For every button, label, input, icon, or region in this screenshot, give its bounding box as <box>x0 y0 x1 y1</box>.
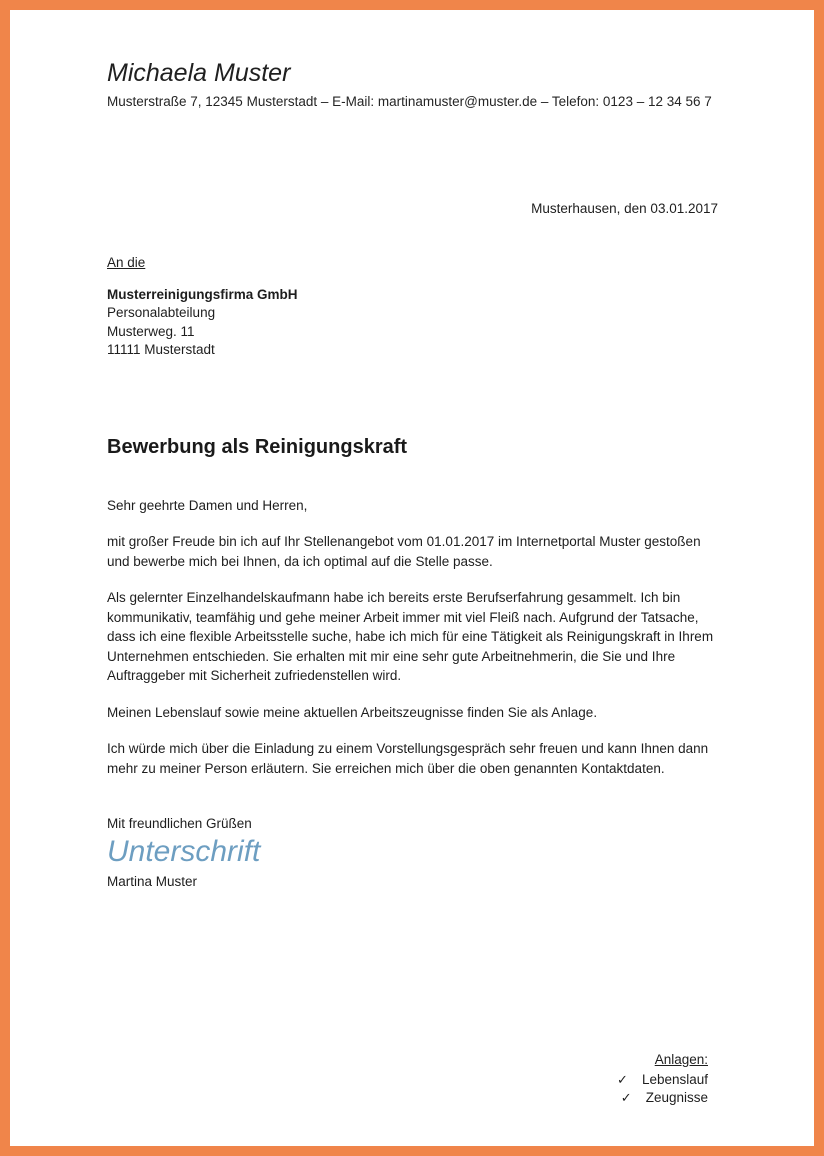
attachment-item <box>617 1071 708 1090</box>
recipient-address <box>107 254 718 360</box>
recipient-street: Musterweg. 11 <box>107 323 195 339</box>
attachment-label: Lebenslauf <box>641 1071 708 1087</box>
salutation: Sehr geehrte Damen und Herren, <box>107 497 308 513</box>
letter-content <box>10 10 814 891</box>
letter-body <box>107 496 718 779</box>
signature: Unterschrift <box>107 834 261 868</box>
attachments-title: Anlagen: <box>654 1052 708 1067</box>
subject-line: Bewerbung als Reinigungskraft <box>107 435 408 458</box>
recipient-city: 11111 Musterstadt <box>107 342 215 357</box>
sender-header <box>107 58 718 110</box>
attachment-label: Zeugnisse <box>645 1090 708 1105</box>
checkmark-icon: ✓ <box>617 1071 628 1087</box>
recipient-intro: An die <box>107 255 146 270</box>
body-paragraph: Meinen Lebenslauf sowie meine aktuellen Arbeitszeugnisse finden Sie als Anlage. <box>107 704 598 720</box>
attachment-item <box>617 1089 708 1108</box>
recipient-department: Personalabteilung <box>107 305 216 320</box>
signer-name: Martina Muster <box>107 873 198 889</box>
closing-regards: Mit freundlichen Grüßen <box>107 816 252 831</box>
checkmark-icon: ✓ <box>620 1090 632 1105</box>
attachments-block <box>617 1051 708 1108</box>
body-paragraph: Ich würde mich über die Einladung zu einem Vorstellungsgespräch sehr freuen und kann Ihnen dann mehr zu meiner Person erläutern. Sie erreichen mich über die oben genannten Kontaktdaten. <box>107 741 709 776</box>
body-paragraph: mit großer Freude bin ich auf Ihr Stellenangebot vom 01.01.2017 im Internetportal Muster gestoßen und bewerbe mich bei Ihnen, da ich optimal auf die Stelle passe. <box>107 534 701 569</box>
body-paragraph: Als gelernter Einzelhandelskaufmann habe ich bereits erste Berufserfahrung gesammelt. Ich bin kommunikativ, teamfähig und gehe meiner Arbeit immer mit viel Fleiß nach. Aufgrund der Tatsache, dass ich eine flexible Arbeitsstelle suche, habe ich mich für eine Tätigkeit als Reinigungskraft in Ihrem Unternehmen entschieden. Sie erhalten mit mir eine sehr gute Arbeitnehmerin, die Sie und Ihre Auftraggeber mit Sicherheit zufriedenstellen wird. <box>107 590 714 683</box>
sender-contact-line: Musterstraße 7, 12345 Musterstadt – E-Mail: martinamuster@muster.de – Telefon: 0123 – 12 34 56 7 <box>107 94 712 109</box>
date-line: Musterhausen, den 03.01.2017 <box>531 201 718 216</box>
sender-name: Michaela Muster <box>107 59 291 87</box>
closing-block <box>107 814 718 891</box>
recipient-company: Musterreinigungsfirma GmbH <box>107 286 298 302</box>
